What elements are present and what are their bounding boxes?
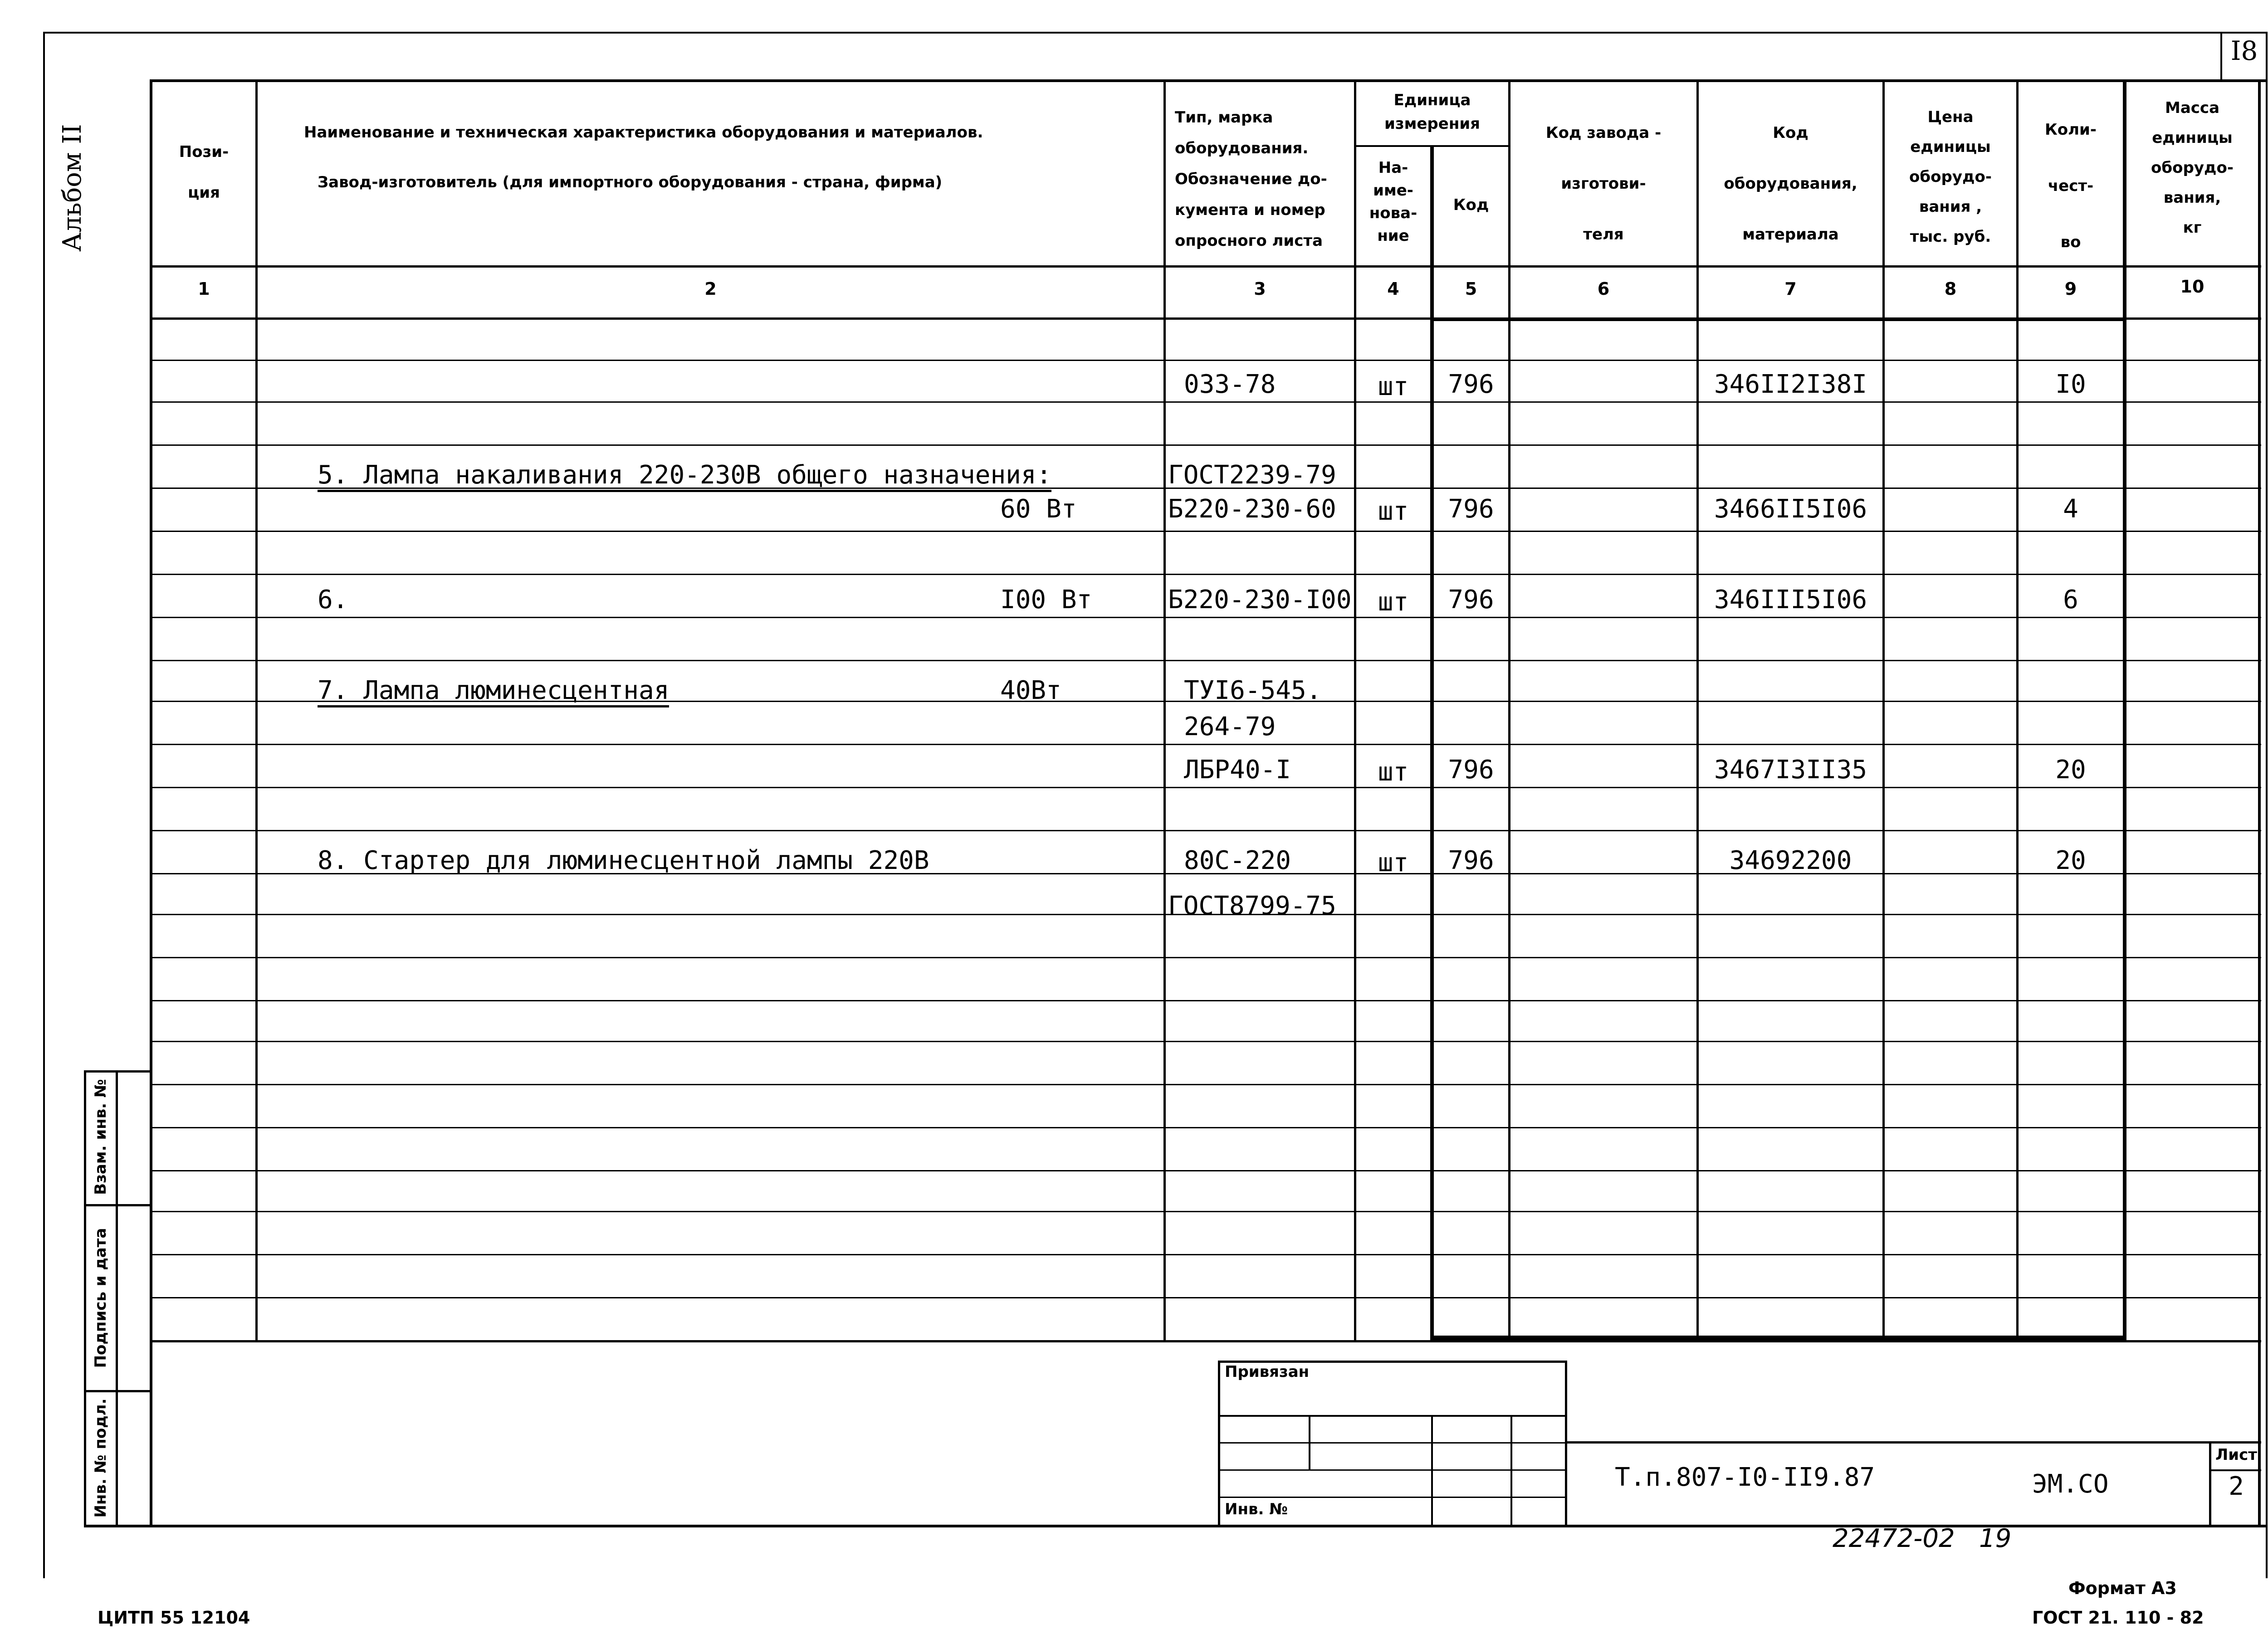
colnum-2: 2: [704, 279, 717, 299]
header-col2-line1: Наименование и техническая характеристика оборудования и материалов.: [304, 123, 983, 141]
row5-type: 264-79: [1184, 712, 1276, 741]
row4-power: 40Вт: [1000, 676, 1061, 705]
row7-name: 8. Стартер для люминесцентной лампы 220В: [318, 846, 929, 875]
row-line: [150, 1254, 2261, 1255]
row1-type: ГОСТ2239-79: [1168, 460, 1336, 490]
main-frame-right: [2258, 79, 2261, 1526]
row3-unit: шт: [1378, 587, 1409, 617]
row-line: [150, 1000, 2261, 1001]
row2-equip-code: 3466II5I06: [1714, 494, 1867, 524]
row3-name: 6.: [318, 585, 348, 615]
row-line: [150, 360, 2261, 361]
row6-unit: шт: [1378, 757, 1409, 787]
row-line: [150, 1041, 2261, 1042]
inv-no-label: Инв. №: [1225, 1500, 1288, 1518]
colnum-6: 6: [1597, 279, 1610, 299]
row-line: [150, 1170, 2261, 1171]
sheet-box-left: [2220, 32, 2222, 79]
header-col6: Код завода - изготови- теля: [1545, 124, 1662, 244]
row7-unit-code: 796: [1448, 846, 1494, 875]
row4-name: 7. Лампа люминесцентная: [318, 676, 669, 707]
privyazan-col3: [1510, 1415, 1512, 1526]
row4-type: ТУI6-545.: [1184, 676, 1322, 705]
footer-left-code: ЦИТП 55 12104: [98, 1608, 250, 1628]
row2-unit-code: 796: [1448, 494, 1494, 524]
row6-equip-code: 3467I3II35: [1714, 755, 1867, 785]
colnum-7: 7: [1784, 279, 1797, 299]
row0-type: 033-78: [1184, 370, 1276, 399]
privyazan-row3: [1218, 1469, 1567, 1471]
doc-mark: ЭМ.СО: [2032, 1469, 2109, 1499]
col-line-6: [1696, 79, 1699, 1342]
bold-box-top: [1430, 317, 2126, 321]
colnum-1: 1: [198, 279, 210, 299]
header-bottom-line: [150, 265, 2261, 268]
side-stamp-vzam: Взам. инв. №: [92, 1079, 110, 1195]
header-col9: Коли- чест- во: [2045, 121, 2097, 251]
row0-equip-code: 346II2I38I: [1714, 370, 1867, 399]
row2-type: Б220-230-60: [1168, 494, 1336, 524]
header-col3: Тип, марка оборудования. Обозначение до- кумента и номер опросного листа: [1175, 108, 1327, 250]
col-line-3: [1354, 79, 1356, 1342]
col-line-8: [2016, 79, 2019, 1342]
side-stamp-left: [84, 1070, 86, 1527]
header-col1: Пози- ция: [179, 143, 229, 202]
row2-unit: шт: [1378, 497, 1409, 526]
row0-qty: I0: [2055, 370, 2086, 399]
row-line: [150, 444, 2261, 446]
header-col4: На- име- нова- ние: [1369, 159, 1418, 245]
list-number: 2: [2229, 1472, 2244, 1501]
header-col7: Код оборудования, материала: [1724, 124, 1857, 244]
privyazan-col2: [1431, 1415, 1433, 1526]
colnum-8: 8: [1944, 279, 1957, 299]
row3-equip-code: 346III5I06: [1714, 585, 1867, 615]
row-line: [150, 1127, 2261, 1128]
side-stamp-inv-podl: Инв. № подл.: [92, 1398, 110, 1518]
row6-qty: 20: [2055, 755, 2086, 785]
privyazan-row1: [1218, 1415, 1567, 1417]
row3-qty: 6: [2063, 585, 2078, 615]
row3-unit-code: 796: [1448, 585, 1494, 615]
row-line: [150, 401, 2261, 403]
row2-qty: 4: [2063, 494, 2078, 524]
privyazan-col1: [1309, 1415, 1310, 1469]
outer-frame-left: [43, 32, 45, 1578]
row7-unit: шт: [1378, 848, 1409, 878]
header-col10: Масса единицы оборудо- вания, кг: [2151, 99, 2234, 237]
header-col8: Цена единицы оборудо- вания , тыс. руб.: [1909, 108, 1992, 246]
row6-type: ЛБР40-I: [1184, 755, 1291, 785]
main-frame-top: [150, 79, 2266, 82]
col-line-2: [1163, 79, 1166, 1342]
row7-qty: 20: [2055, 846, 2086, 875]
col-line-7: [1882, 79, 1885, 1342]
doc-code: Т.п.807-I0-II9.87: [1615, 1463, 1875, 1492]
colnum-10: 10: [2180, 277, 2204, 297]
row7-equip-code: 34692200: [1729, 846, 1852, 875]
outer-frame-top: [43, 32, 2266, 34]
row0-unit: шт: [1378, 372, 1409, 401]
row8-type: ГОСТ8799-75: [1168, 891, 1336, 921]
colnum-9: 9: [2064, 279, 2077, 299]
row-line: [150, 574, 2261, 575]
row1-name: 5. Лампа накаливания 220-230В общего назначения:: [318, 460, 1051, 492]
side-stamp-podpis: Подпись и дата: [92, 1228, 110, 1368]
row-line: [150, 830, 2261, 831]
outer-frame-right: [2266, 32, 2268, 1578]
body-bottom-line: [150, 1340, 2261, 1342]
row7-type: 80С-220: [1184, 846, 1291, 875]
row-line: [150, 1297, 2261, 1298]
privyazan-label: Привязан: [1225, 1363, 1310, 1381]
row-line: [150, 744, 2261, 745]
list-box-divider: [2209, 1469, 2261, 1471]
row-line: [150, 660, 2261, 661]
row-line: [150, 1211, 2261, 1212]
row6-unit-code: 796: [1448, 755, 1494, 785]
title-block-top: [1565, 1441, 2261, 1444]
colnum-3: 3: [1254, 279, 1266, 299]
row-line: [150, 617, 2261, 618]
col-line-1: [255, 79, 258, 1342]
row-line: [150, 957, 2261, 958]
sheet-number: I8: [2230, 35, 2258, 66]
album-label: Альбом II: [58, 124, 87, 252]
privyazan-row2: [1218, 1442, 1567, 1444]
list-label: Лист: [2215, 1446, 2257, 1464]
row3-type: Б220-230-I00: [1168, 585, 1352, 615]
handwritten-number: 22472-02 19: [1833, 1524, 2012, 1553]
bold-box-bottom: [1430, 1336, 2126, 1340]
side-stamp-sep1: [84, 1204, 152, 1206]
footer-format: Формат А3: [2068, 1578, 2177, 1598]
col-line-9: [2123, 79, 2126, 1342]
side-stamp-divider: [116, 1070, 118, 1527]
row2-power: 60 Вт: [1000, 494, 1077, 524]
header-col5: Код: [1453, 196, 1489, 214]
col-line-5: [1508, 79, 1510, 1342]
privyazan-row4: [1218, 1497, 1567, 1498]
row0-unit-code: 796: [1448, 370, 1494, 399]
row3-power: I00 Вт: [1000, 585, 1092, 615]
colnum-4: 4: [1387, 279, 1399, 299]
footer-gost: ГОСТ 21. 110 - 82: [2032, 1608, 2204, 1628]
header-col2-line2: Завод-изготовитель (для импортного оборудования - страна, фирма): [318, 173, 943, 191]
row-line: [150, 531, 2261, 532]
row-line: [150, 1084, 2261, 1085]
row-line: [150, 787, 2261, 788]
colnum-5: 5: [1465, 279, 1477, 299]
header-unit-group: Единица измерения: [1384, 91, 1480, 133]
